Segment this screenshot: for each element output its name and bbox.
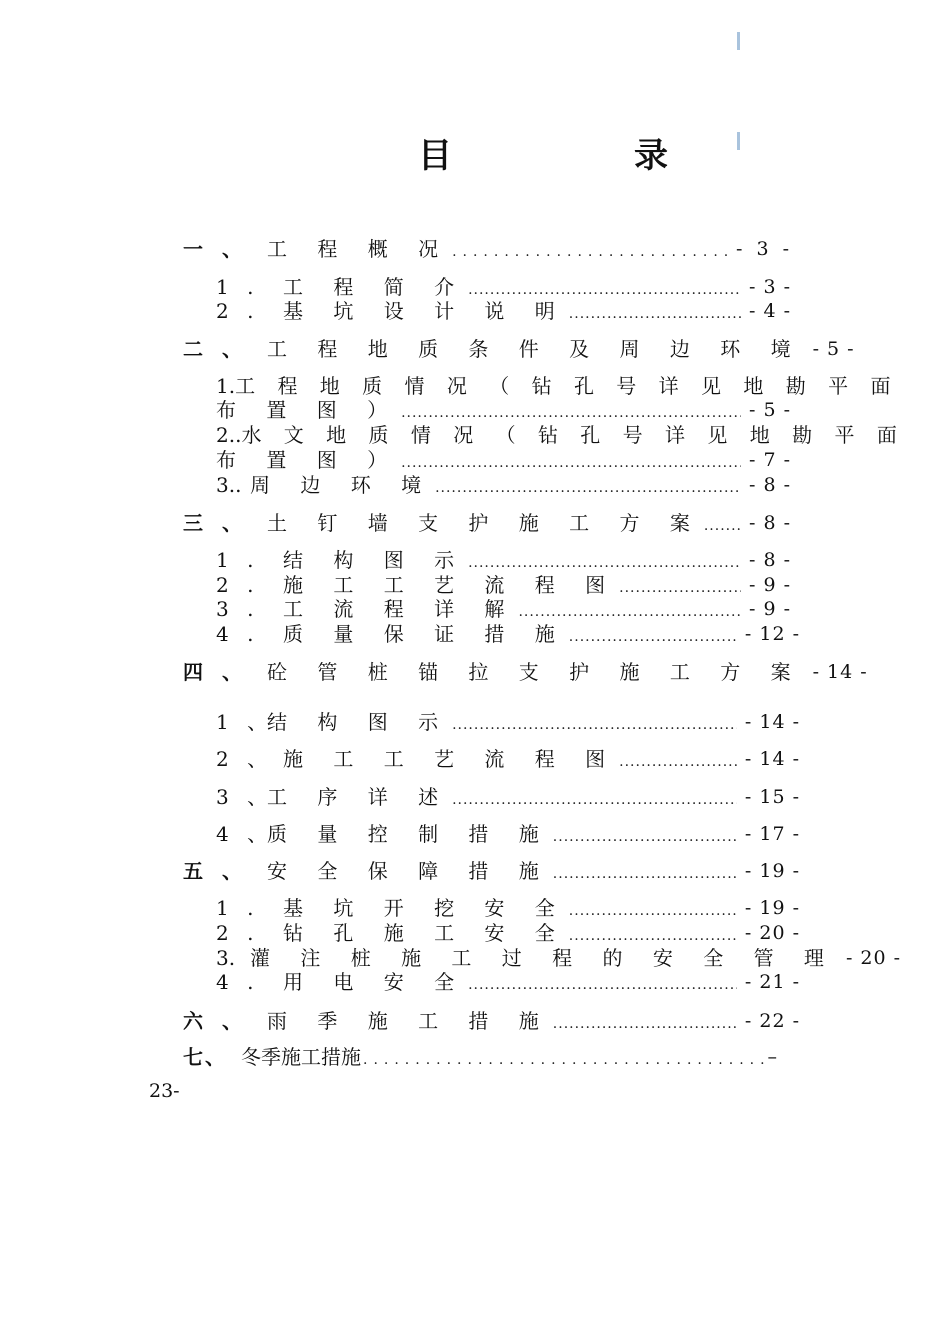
toc-entry[interactable] [183, 660, 868, 684]
toc-entry[interactable] [183, 511, 791, 535]
toc-entry[interactable] [216, 398, 791, 422]
toc-number: 1 、 [216, 710, 274, 734]
toc-page: - 5 - [748, 399, 791, 421]
toc-page: - 3 - [735, 238, 793, 260]
toc-entry[interactable] [183, 337, 855, 361]
toc-entry[interactable] [216, 970, 800, 994]
toc-leader [452, 243, 728, 261]
toc-number: 1. [216, 374, 236, 398]
toc-entry[interactable] [183, 1009, 800, 1033]
toc-title: 灌 注 桩 施 工 过 程 的 安 全 管 理 [250, 946, 836, 970]
toc-title: 钻 孔 施 工 安 全 [283, 921, 567, 945]
toc-title: 周 边 环 境 [250, 473, 434, 497]
toc-leader [401, 404, 741, 422]
toc-title: 基 坑 设 计 说 明 [283, 299, 567, 323]
toc-leader [619, 579, 741, 597]
toc-title: 工 程 概 况 [267, 237, 451, 261]
title-char-left: 目 [418, 136, 452, 176]
toc-entry-wrapped-line[interactable] [216, 374, 899, 398]
toc-page: - 3 - [748, 276, 791, 298]
toc-entry[interactable] [183, 859, 800, 883]
toc-leader [435, 479, 741, 497]
toc-page: - 20 - [845, 947, 902, 969]
toc-entry[interactable] [216, 622, 800, 646]
toc-number: 1 . [216, 275, 260, 299]
toc-number: 2 、 [216, 747, 274, 771]
toc-page: - 17 - [744, 823, 800, 845]
toc-leader [452, 791, 737, 809]
toc-entry[interactable] [216, 573, 791, 597]
toc-number: 四 、 [183, 660, 248, 684]
toc-entry[interactable] [216, 710, 800, 734]
toc-leader [468, 281, 741, 299]
toc-page: - 9 - [748, 574, 791, 596]
toc-number: 五 、 [183, 859, 248, 883]
toc-title: 施 工 工 艺 流 程 图 [283, 573, 618, 597]
toc-title: 安 全 保 障 措 施 [267, 859, 551, 883]
toc-entry-wrapped-line[interactable] [216, 423, 905, 447]
toc-number: 六 、 [183, 1009, 248, 1033]
toc-title-line1: 水 文 地 质 情 况 （ 钻 孔 号 详 见 地 勘 平 面 [241, 423, 905, 447]
toc-title: 冬季施工措施 [241, 1045, 361, 1069]
toc-page: - 19 - [744, 897, 800, 919]
toc-leader [619, 753, 737, 771]
toc-page: - 15 - [744, 786, 800, 808]
toc-entry[interactable] [216, 275, 791, 299]
toc-title-line2: 布 置 图 ） [216, 448, 400, 472]
toc-number: 4 . [216, 622, 260, 646]
toc-leader [704, 517, 741, 535]
toc-leader [553, 865, 737, 883]
toc-page: - 14 - [744, 748, 800, 770]
toc-number: 1 . [216, 896, 260, 920]
toc-number: 3.. [216, 473, 242, 497]
toc-leader [569, 628, 737, 646]
toc-title: 工 序 详 述 [267, 785, 451, 809]
page-title [0, 128, 950, 178]
toc-entry[interactable] [183, 237, 793, 261]
toc-page: - 4 - [748, 300, 791, 322]
toc-number: 2.. [216, 423, 242, 447]
toc-title: 结 构 图 示 [267, 710, 451, 734]
toc-entry[interactable] [216, 822, 800, 846]
toc-leader [363, 1051, 766, 1069]
toc-number: 3 、 [216, 785, 274, 809]
toc-leader [553, 1015, 737, 1033]
toc-entry[interactable] [216, 299, 791, 323]
toc-entry[interactable] [216, 921, 800, 945]
toc-title: 用 电 安 全 [283, 970, 467, 994]
toc-title: 工 程 简 介 [283, 275, 467, 299]
toc-number: 二 、 [183, 337, 248, 361]
toc-leader [569, 927, 737, 945]
toc-page: - 22 - [744, 1010, 800, 1032]
toc-entry[interactable] [216, 548, 791, 572]
toc-leader [569, 305, 741, 323]
toc-page: - 8 - [748, 549, 791, 571]
toc-title: 质 量 控 制 措 施 [267, 822, 551, 846]
toc-title: 砼 管 桩 锚 拉 支 护 施 工 方 案 [267, 660, 803, 684]
toc-page: - 12 - [744, 623, 800, 645]
toc-number: 4 、 [216, 822, 274, 846]
toc-leader [569, 902, 737, 920]
toc-leader [452, 716, 737, 734]
toc-page: - 8 - [748, 474, 791, 496]
toc-leader [468, 976, 737, 994]
toc-entry[interactable] [216, 747, 800, 771]
toc-page: - 8 - [748, 512, 791, 534]
toc-number: 4 . [216, 970, 260, 994]
toc-page: - 5 - [812, 338, 855, 360]
toc-number: 3. [216, 946, 236, 970]
toc-leader [401, 454, 741, 472]
toc-number: 三 、 [183, 511, 248, 535]
toc-title: 土 钉 墙 支 护 施 工 方 案 [267, 511, 702, 535]
toc-number: 1 . [216, 548, 260, 572]
toc-title: 雨 季 施 工 措 施 [267, 1009, 551, 1033]
toc-page: - 14 - [812, 661, 868, 683]
toc-page: - 20 - [744, 922, 800, 944]
toc-title: 工 程 地 质 条 件 及 周 边 环 境 [267, 337, 803, 361]
margin-mark-top [737, 32, 740, 50]
toc-entry[interactable] [183, 1045, 778, 1069]
toc-title: 工 流 程 详 解 [283, 597, 517, 621]
toc-page-continued: 23- [149, 1080, 180, 1102]
toc-entry[interactable] [216, 785, 800, 809]
toc-entry[interactable] [216, 448, 791, 472]
toc-title: 质 量 保 证 措 施 [283, 622, 567, 646]
toc-page: - 19 - [744, 860, 800, 882]
toc-leader [468, 554, 741, 572]
toc-title-line1: 工 程 地 质 情 况 （ 钻 孔 号 详 见 地 勘 平 面 [235, 374, 899, 398]
toc-entry[interactable] [216, 597, 791, 621]
toc-title: 施 工 工 艺 流 程 图 [283, 747, 618, 771]
toc-title: 结 构 图 示 [283, 548, 467, 572]
toc-entry[interactable] [216, 946, 902, 970]
toc-leader [518, 603, 741, 621]
toc-number: 一 、 [183, 237, 248, 261]
toc-title: 基 坑 开 挖 安 全 [283, 896, 567, 920]
toc-page: - 9 - [748, 598, 791, 620]
toc-number: 2 . [216, 299, 260, 323]
title-char-right: 录 [634, 136, 668, 176]
toc-number: 2 . [216, 921, 260, 945]
toc-entry[interactable] [216, 473, 791, 497]
toc-number: 七、 [183, 1045, 227, 1069]
toc-number: 2 . [216, 573, 260, 597]
toc-page: - 7 - [748, 449, 791, 471]
toc-number: 3 . [216, 597, 260, 621]
toc-leader [553, 828, 737, 846]
toc-title-line2: 布 置 图 ） [216, 398, 400, 422]
toc-page: - 21 - [744, 971, 800, 993]
toc-entry[interactable] [216, 896, 800, 920]
toc-page: – [767, 1046, 778, 1068]
toc-page: - 14 - [744, 711, 800, 733]
